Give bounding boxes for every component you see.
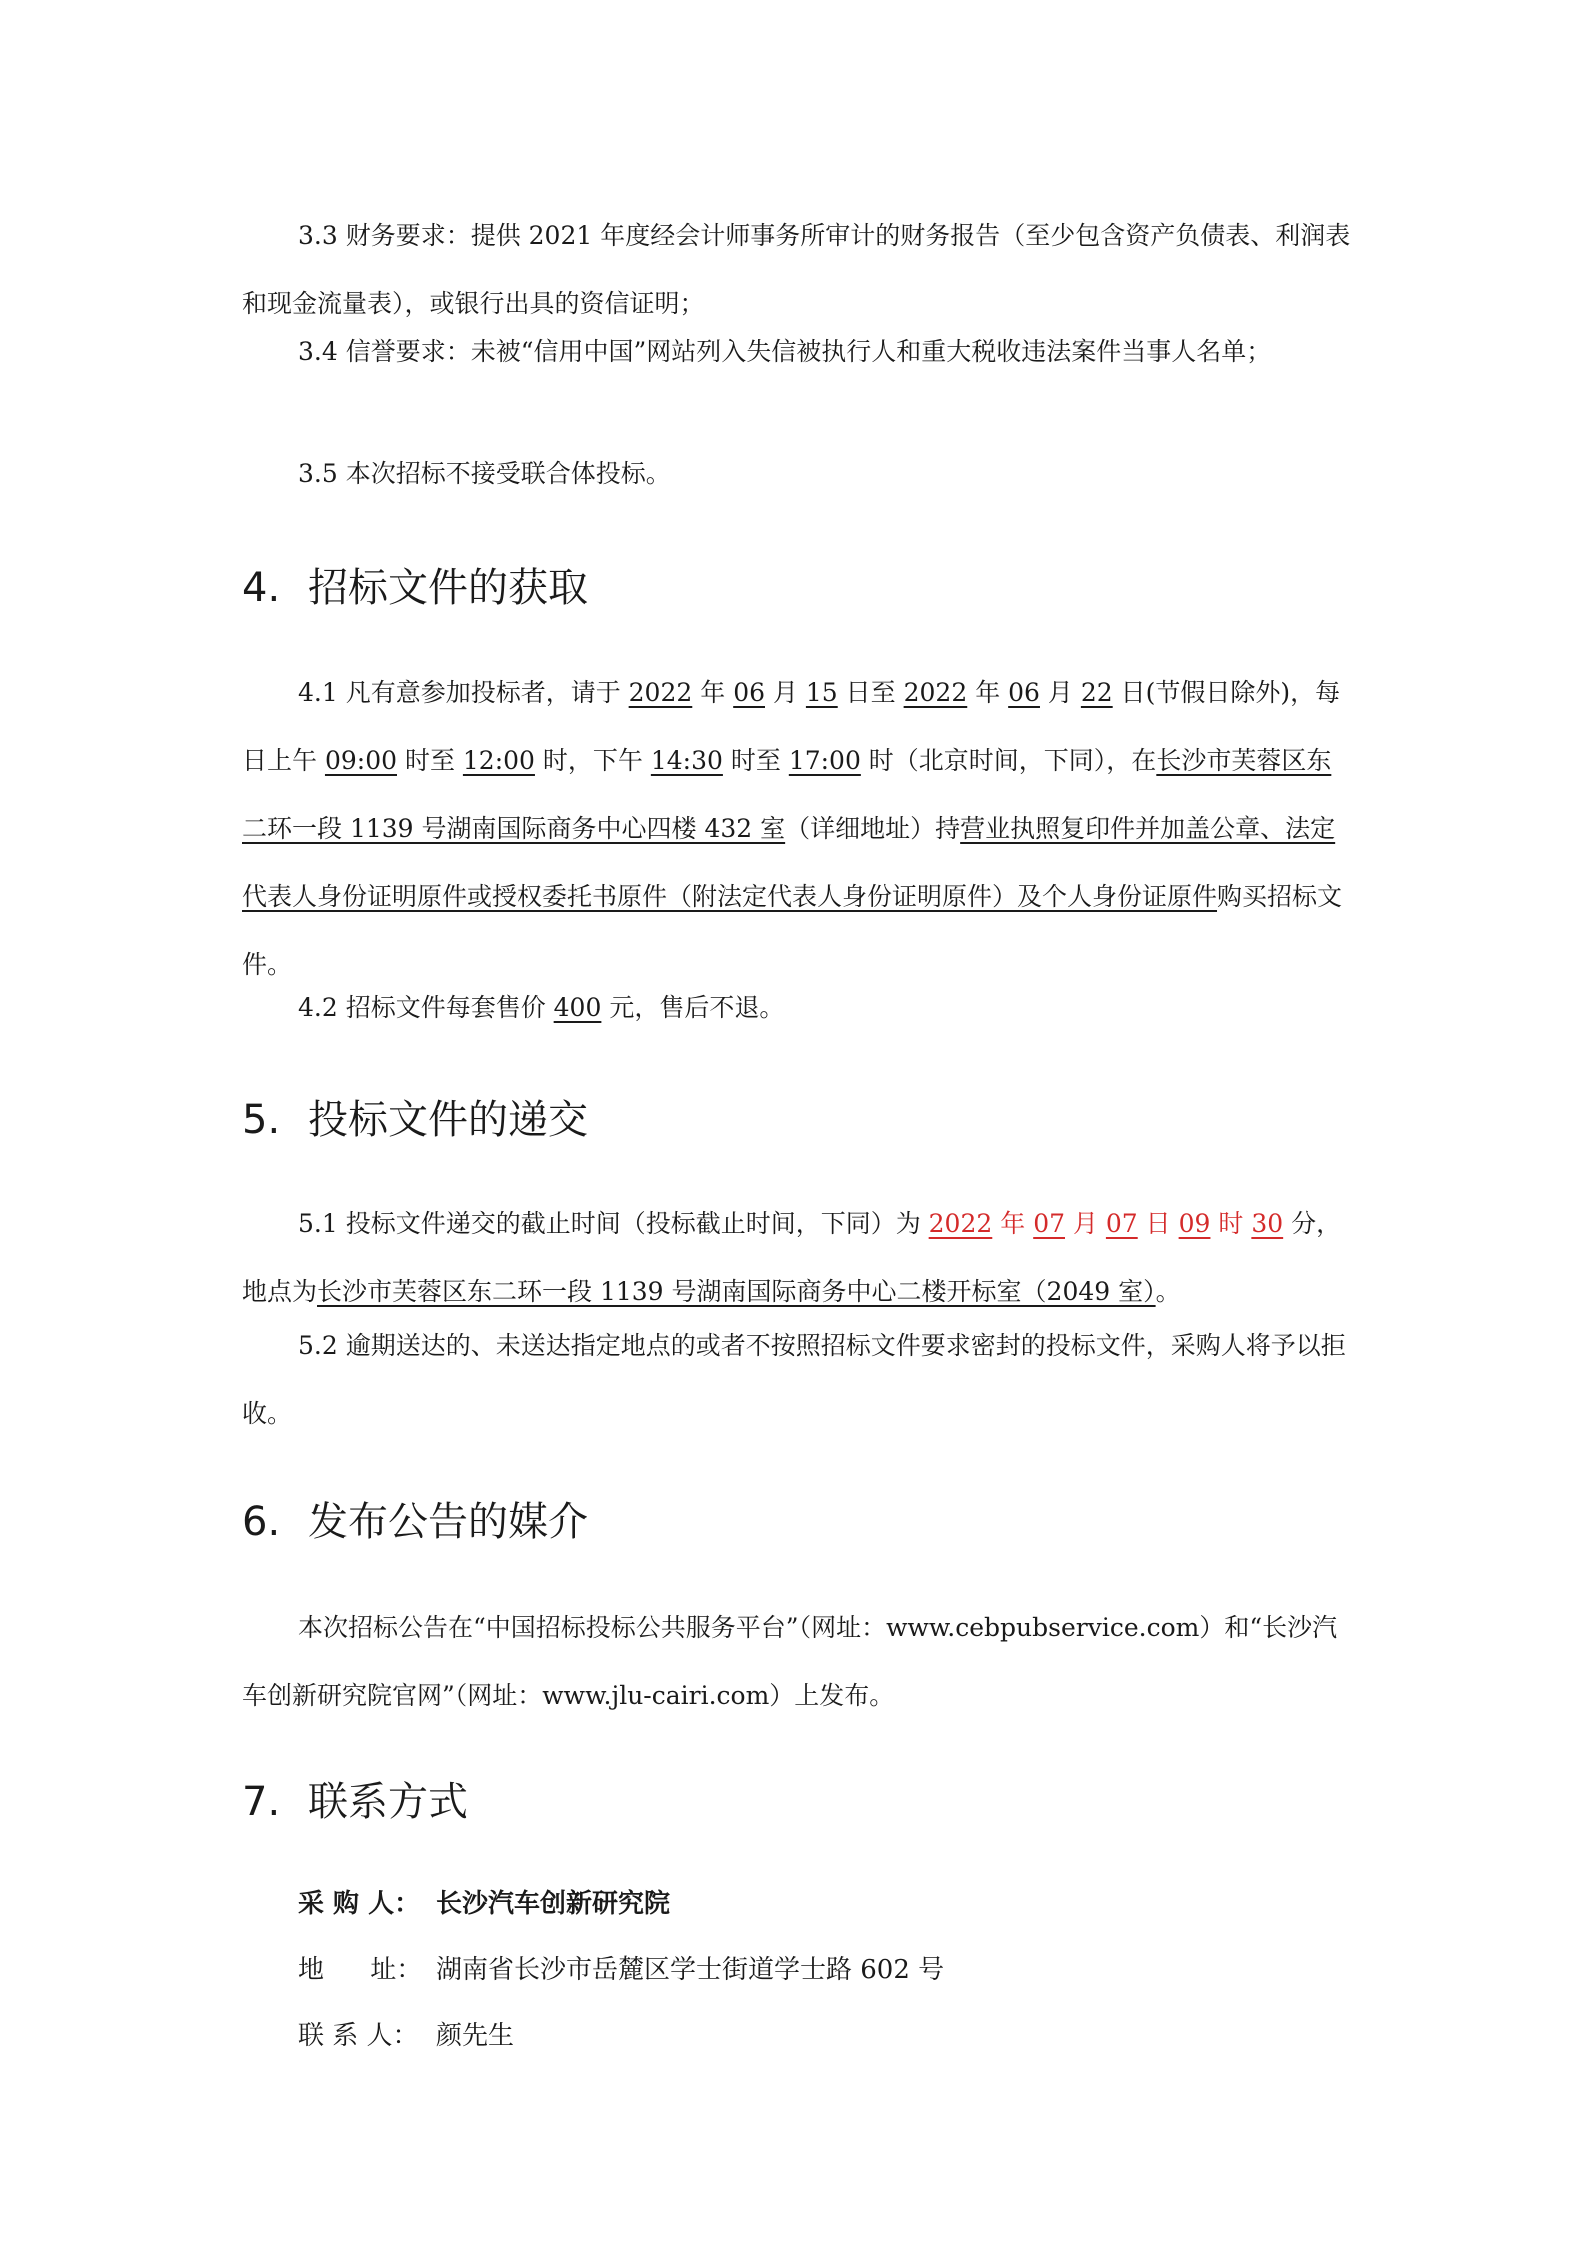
contact-label: 联 系 人：: [298, 2021, 419, 2051]
contact-line: [298, 2016, 514, 2056]
clause-5-1: 5.1 投标文件递交的截止时间（投标截止时间，下同）为 2022 年 07 月 07 日 09 时 30 分，地点为长沙市芙蓉区东二环一段 1139 号湖南国际商务中心二楼开标室（2049 室）。: [242, 1209, 1342, 1306]
clause-5-2: 5.2 逾期送达的、未送达指定地点的或者不按照招标文件要求密封的投标文件，采购人将予以拒收。: [242, 1331, 1346, 1428]
section-number: 6.: [242, 1499, 281, 1545]
section-number: 5.: [242, 1097, 281, 1143]
clause-3-4: 3.4 信誉要求：未被“信用中国”网站列入失信被执行人和重大税收违法案件当事人名单；: [298, 337, 1272, 366]
section-heading-5: [242, 1088, 588, 1145]
clause-3-3: 3.3 财务要求：提供 2021 年度经会计师事务所审计的财务报告（至少包含资产负债表、利润表和现金流量表），或银行出具的资信证明；: [242, 221, 1351, 318]
address-line: [298, 1950, 944, 1990]
clause-3-5: 3.5 本次招标不接受联合体投标。: [298, 459, 671, 488]
price: 400: [553, 993, 602, 1022]
contact-person: 颜先生: [436, 2021, 515, 2051]
address-value: 湖南省长沙市岳麓区学士街道学士路 602 号: [436, 1955, 945, 1985]
section-title: 联系方式: [308, 1779, 468, 1825]
section-number: 7.: [242, 1779, 281, 1825]
buyer-name: 长沙汽车创新研究院: [436, 1889, 671, 1919]
section-title: 招标文件的获取: [308, 565, 588, 611]
bid-opening-address: 长沙市芙蓉区东二环一段 1139 号湖南国际商务中心二楼开标室（2049 室）: [317, 1277, 1156, 1306]
buyer-line: [298, 1884, 670, 1924]
publication-paragraph: 本次招标公告在“中国招标投标公共服务平台”（网址：www.cebpubservice.com）和“长沙汽车创新研究院官网”（网址：www.jlu-cairi.com）上发布。: [242, 1613, 1338, 1710]
section-number: 4.: [242, 565, 281, 611]
section-heading-4: [242, 556, 588, 613]
buyer-label: 采 购 人：: [298, 1889, 421, 1919]
address-label: 地 址：: [298, 1955, 423, 1985]
clause-4-1: 4.1 凡有意参加投标者，请于 2022 年 06 月 15 日至 2022 年 06 月 22 日(节假日除外)，每日上午 09:00 时至 12:00 时，下午 14:30 时至 17:00 时（北京时间，下同），在长沙市芙蓉区东二环一段 1139 号湖南国际商务中心四楼 432 室（详细地址）持营业执照复印件并加盖公章、法定代表人身份证明原件或授权委托书原件（附法定代表人身份证明原件）及个人身份证原件购买招标文件。: [242, 678, 1343, 979]
section-heading-7: [242, 1770, 468, 1827]
section-title: 投标文件的递交: [308, 1097, 588, 1143]
clause-4-2: 4.2 招标文件每套售价 400 元，售后不退。: [298, 993, 785, 1022]
section-heading-6: [242, 1490, 588, 1547]
section-title: 发布公告的媒介: [308, 1499, 588, 1545]
bid-doc-pickup-address: 长沙市芙蓉区东二环一段 1139 号湖南国际商务中心四楼 432 室: [242, 746, 1332, 843]
required-documents: 营业执照复印件并加盖公章、法定代表人身份证明原件或授权委托书原件（附法定代表人身份证明原件）及个人身份证原件: [242, 814, 1336, 911]
